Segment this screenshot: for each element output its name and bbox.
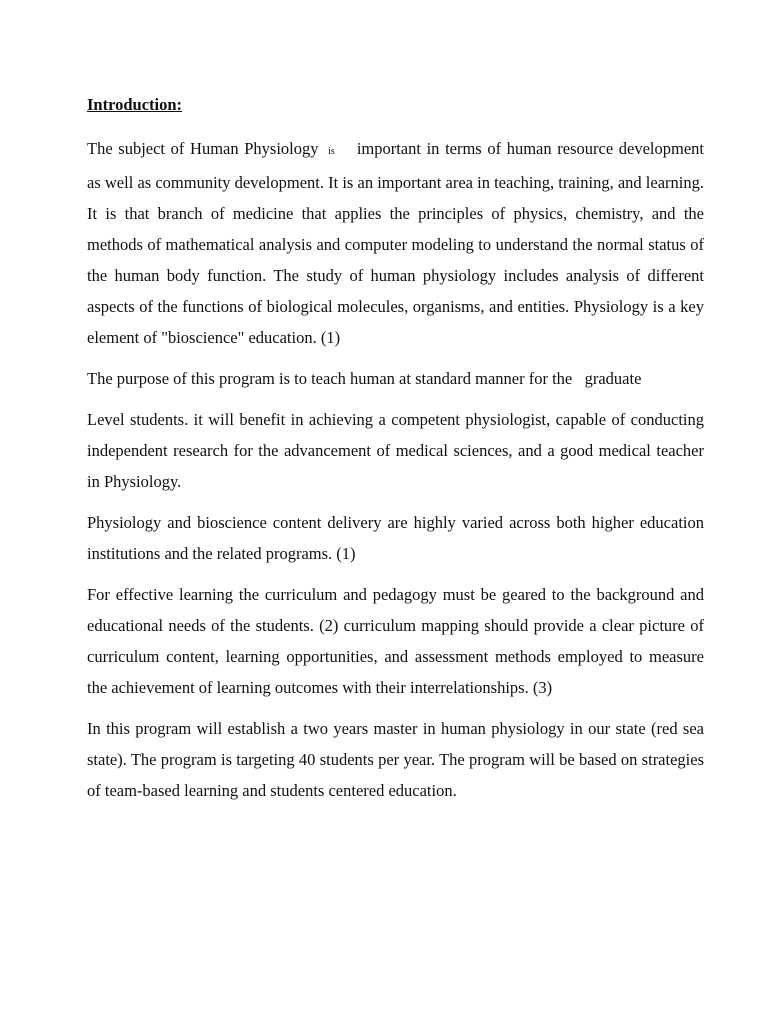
paragraph-delivery: Physiology and bioscience content delivery are highly varied across both higher education institutions and the related programs. (1)	[87, 513, 704, 563]
section-heading: Introduction:	[87, 95, 183, 114]
paragraph-students: Level students. it will benefit in achieving a competent physiologist, capable of conducting independent research for the advancement of medical sciences, and a good medical teacher in Physiology.	[87, 410, 704, 491]
paragraph-intro-start: The subject of Human Physiology	[87, 139, 319, 158]
paragraph-program: In this program will establish a two years master in human physiology in our state (red sea state). The program is targeting 40 students per year. The program will be based on strategies of team-based learning and students centered education.	[87, 719, 704, 800]
paragraph-purpose: The purpose of this program is to teach human at standard manner for the graduate	[87, 369, 642, 388]
paragraph-intro	[87, 133, 704, 353]
document-body	[87, 93, 704, 816]
paragraph-curriculum: For effective learning the curriculum and pedagogy must be geared to the background and educational needs of the students. (2) curriculum mapping should provide a clear picture of curriculum content, learning opportunities, and assessment methods employed to measure the achievement of learning outcomes with their interrelationships. (3)	[87, 585, 704, 697]
paragraph-intro-rest: important in terms of human resource development as well as community development. It is an important area in teaching, training, and learning. It is that branch of medicine that applies the principles of physics, chemistry, and the methods of mathematical analysis and computer modeling to understand the normal status of the human body function. The study of human physiology includes analysis of different aspects of the functions of biological molecules, organisms, and entities. Physiology is a key element of "bioscience" education. (1)	[87, 139, 704, 347]
paragraph-intro-small-word: is	[328, 146, 335, 157]
